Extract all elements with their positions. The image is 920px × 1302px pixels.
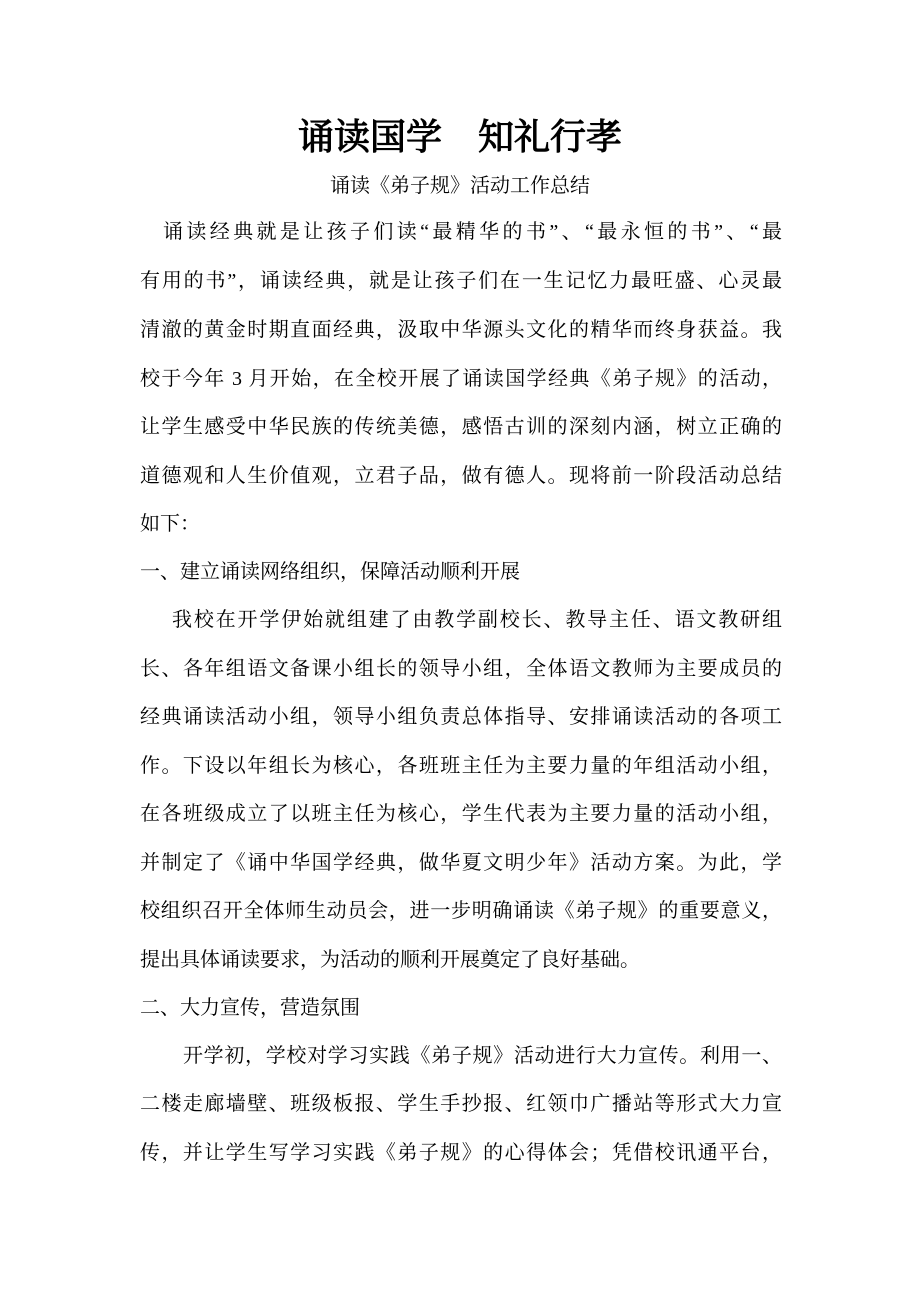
text-line: 道德观和人生价值观，立君子品，做有德人。现将前一阶段活动总结 bbox=[140, 465, 782, 487]
text-line: 在各班级成立了以班主任为核心，学生代表为主要力量的活动小组， bbox=[140, 803, 782, 825]
text-line: 传，并让学生写学习实践《弟子规》的心得体会；凭借校讯通平台， bbox=[140, 1142, 782, 1164]
text-line: 二楼走廊墙壁、班级板报、学生手抄报、红领巾广播站等形式大力宣 bbox=[140, 1093, 782, 1115]
text-line: 开学初，学校对学习实践《弟子规》活动进行大力宣传。利用一、 bbox=[183, 1045, 782, 1067]
text-line: 清澈的黄金时期直面经典，汲取中华源头文化的精华而终身获益。我 bbox=[140, 319, 782, 341]
text-line: 校组织召开全体师生动员会，进一步明确诵读《弟子规》的重要意义， bbox=[140, 900, 782, 922]
document-title: 诵读国学 知礼行孝 bbox=[297, 117, 622, 157]
text-line: 我校在开学伊始就组建了由教学副校长、教导主任、语文教研组 bbox=[172, 609, 782, 631]
text-line: 提出具体诵读要求，为活动的顺利开展奠定了良好基础。 bbox=[140, 949, 640, 971]
text-line: 长、各年组语文备课小组长的领导小组，全体语文教师为主要成员的 bbox=[140, 658, 782, 680]
document-subtitle: 诵读《弟子规》活动工作总结 bbox=[330, 175, 590, 197]
text-line: 让学生感受中华民族的传统美德，感悟古训的深刻内涵，树立正确的 bbox=[140, 416, 782, 438]
text-line: 并制定了《诵中华国学经典，做华夏文明少年》活动方案。为此，学 bbox=[140, 852, 782, 874]
text-line: 经典诵读活动小组，领导小组负责总体指导、安排诵读活动的各项工 bbox=[140, 706, 782, 728]
text-line: 如下： bbox=[140, 513, 200, 535]
text-line: 校于今年 3 月开始，在全校开展了诵读国学经典《弟子规》的活动， bbox=[140, 368, 782, 390]
text-line: 二、大力宣传，营造氛围 bbox=[140, 997, 360, 1019]
text-line: 有用的书”，诵读经典，就是让孩子们在一生记忆力最旺盛、心灵最 bbox=[140, 270, 782, 292]
text-line: 诵读经典就是让孩子们读“最精华的书”、“最永恒的书”、“最 bbox=[163, 221, 782, 243]
text-line: 一、建立诵读网络组织，保障活动顺利开展 bbox=[140, 561, 520, 583]
text-line: 作。下设以年组长为核心，各班班主任为主要力量的年组活动小组， bbox=[140, 755, 782, 777]
